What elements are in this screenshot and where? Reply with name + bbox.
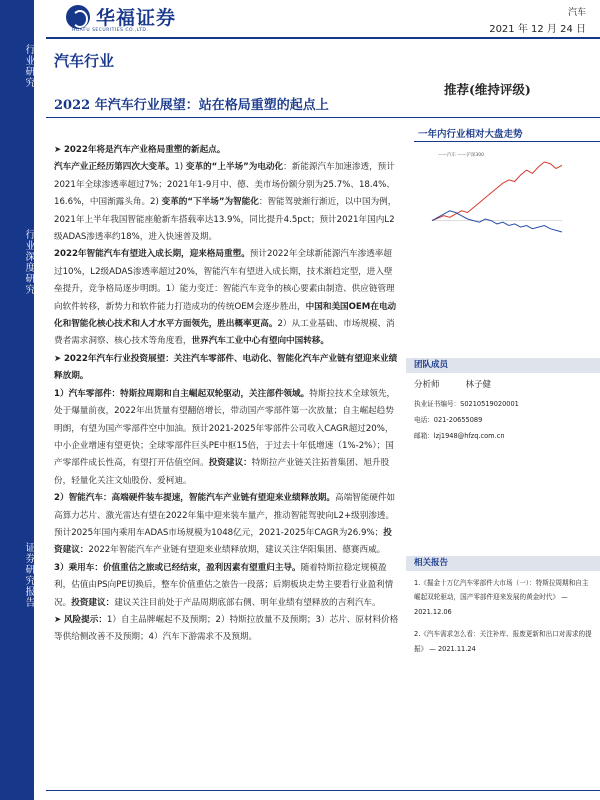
paragraph-5: 3）乘用车：价值重估之旅或已经结束，盈利因素有望重归主导。随着特斯拉稳定规模盈利，估值由PS向PE切换后，整车价值重估之旅告一段落；后期板块走势主要看行业盈利情况。投资建议：建议关注目前处于产品周期底部右侧、明年业绩有望释放的吉利汽车。 <box>54 562 394 608</box>
risk-warning: ➤ 风险提示：1）自主品牌崛起不及预期；2）特斯拉放量不及预期；3）芯片、原材料价格等供给侧改善不及预期；4）汽车下游需求不及预期。 <box>54 614 399 643</box>
report-body <box>54 142 399 647</box>
paragraph-1: 汽车产业正经历第四次大变革。1) 变革的“上半场”为电动化：新能源汽车加速渗透，预计2021年全球渗透率超过7%；2021年1-9月中、德、美市场份额分别为25.7%、18.4%、16.6%，中国渐露头角。2) 变革的“下半场”为智能化：智能驾驶渐行渐近，以中国为例，2021年上半年我国智能座舱新车搭载率达13.9%，同比提升4.5pct；预计2021年国内L2级ADAS渗透率约18%，进入快速普及期。 <box>54 162 397 243</box>
paragraph-3: 1）汽车零部件：特斯拉周期和自主崛起双轮驱动，关注部件领域。特斯拉技术全球领先，处于爆量前夜，2022年出货量有望翻倍增长，带动国产零部件第一次放量；自主崛起趋势明朗，有望为国产零部件空中加油。预计2021-2025年零部件公司收入CAGR超过20%，中小企业增速有望更快；全球零部件巨头PE中枢15倍，于过去十年低增速（1%-2%）；国产零部件成长性高，有望打开估值空间。投资建议：特斯拉产业链关注拓普集团、旭升股份，轻量化关注文灿股份、爱柯迪。 <box>54 388 396 486</box>
section-heading-2: ➤ 2022年汽车行业投资展望：关注汽车零部件、电动化、智能化汽车产业链有望迎来业绩释放期。 <box>54 353 398 382</box>
header-industry-tag: 汽车 <box>567 8 586 18</box>
title-divider <box>46 117 600 118</box>
report-date: 2021 年 12 月 24 日 <box>489 24 586 35</box>
logo-icon <box>66 5 90 29</box>
chart-svg <box>418 146 568 246</box>
analyst-role: 分析师 <box>414 380 440 390</box>
paragraph-4: 2）智能汽车：高端硬件装车提速，智能汽车产业链有望迎来业绩释放期。高端智能硬件如高算力芯片、激光雷达有望在2022年集中迎来装车量产，推动智能驾驶向L2+级别渗透。预计2025年国内乘用车ADAS市场规模为1048亿元，2021-2025年CAGR为26.9%；投资建议：2022年智能汽车产业链有望迎来业绩释放期，建议关注华阳集团、德赛西威。 <box>54 493 396 556</box>
related-report-item-1[interactable]: 1.《掘金十万亿汽车零部件大市场（一）：特斯拉周期和自主崛起双轮驱动，国产零部件迎来发展的黄金时代》 — 2021.12.06 <box>414 579 589 616</box>
chart-title: 一年内行业相对大盘走势 <box>418 129 523 140</box>
team-header: 团队成员 <box>406 358 600 373</box>
sidebar-label-securities-report: 证券研究报告 <box>23 542 34 608</box>
relative-performance-chart <box>418 146 568 246</box>
footer-divider <box>46 790 600 791</box>
related-report-item-2[interactable]: 2.《汽车需求怎么看：关注补库、报废更新和出口对需求的提振》 — 2021.11.24 <box>414 630 592 653</box>
logo-english: HUAFU SECURITIES CO.,LTD. <box>72 28 149 33</box>
sidebar-label-industry-research: 行业研究 <box>23 44 34 88</box>
related-report-list <box>414 576 594 656</box>
header-divider <box>46 37 600 39</box>
logo-text: 华福证券 <box>96 7 177 29</box>
certificate-number: 执业证书编号：S0210519020001 <box>414 400 519 408</box>
chart-legend: ——汽车 ——沪深300 <box>438 153 485 158</box>
chart-title-divider <box>414 141 600 142</box>
section-heading-1: ➤ 2022年将是汽车产业格局重塑的新起点。 <box>54 145 226 155</box>
phone-number: 电话：021-20655089 <box>414 416 483 424</box>
company-logo <box>66 3 176 30</box>
paragraph-2: 2022年智能汽车有望进入成长期，迎来格局重塑。预计2022年全球新能源汽车渗透率超过10%，L2级ADAS渗透率超过20%，智能汽车有望进入成长期，技术渐趋定型，进入壁垒提升，竞争格局逐步明朗。1）能力变迁：智能汽车竞争的核心要素由制造、供应链管理向软件转移，新势力和软件能力打造成功的传统OEM会逐步胜出，中国和美国OEM在电动化和智能化核心技术和人才水平方面领先，胜出概率更高。2）从工业基础、市场规模、消费者需求洞察、核心技术等角度看，世界汽车工业中心有望向中国转移。 <box>54 249 397 347</box>
chart-series-2 <box>432 211 562 232</box>
industry-name: 汽车行业 <box>54 52 115 70</box>
rating: 推荐(维持评级) <box>444 82 531 97</box>
analyst-line <box>414 378 517 390</box>
email-link[interactable]: 邮箱：lzj1948@hfzq.com.cn <box>414 432 505 440</box>
left-sidebar <box>0 0 34 800</box>
sidebar-label-deep-research: 行业深度研究 <box>23 229 34 295</box>
related-reports-header: 相关报告 <box>406 556 600 571</box>
analyst-name: 林子健 <box>465 380 492 390</box>
report-title: 2022 年汽车行业展望：站在格局重塑的起点上 <box>54 98 329 113</box>
